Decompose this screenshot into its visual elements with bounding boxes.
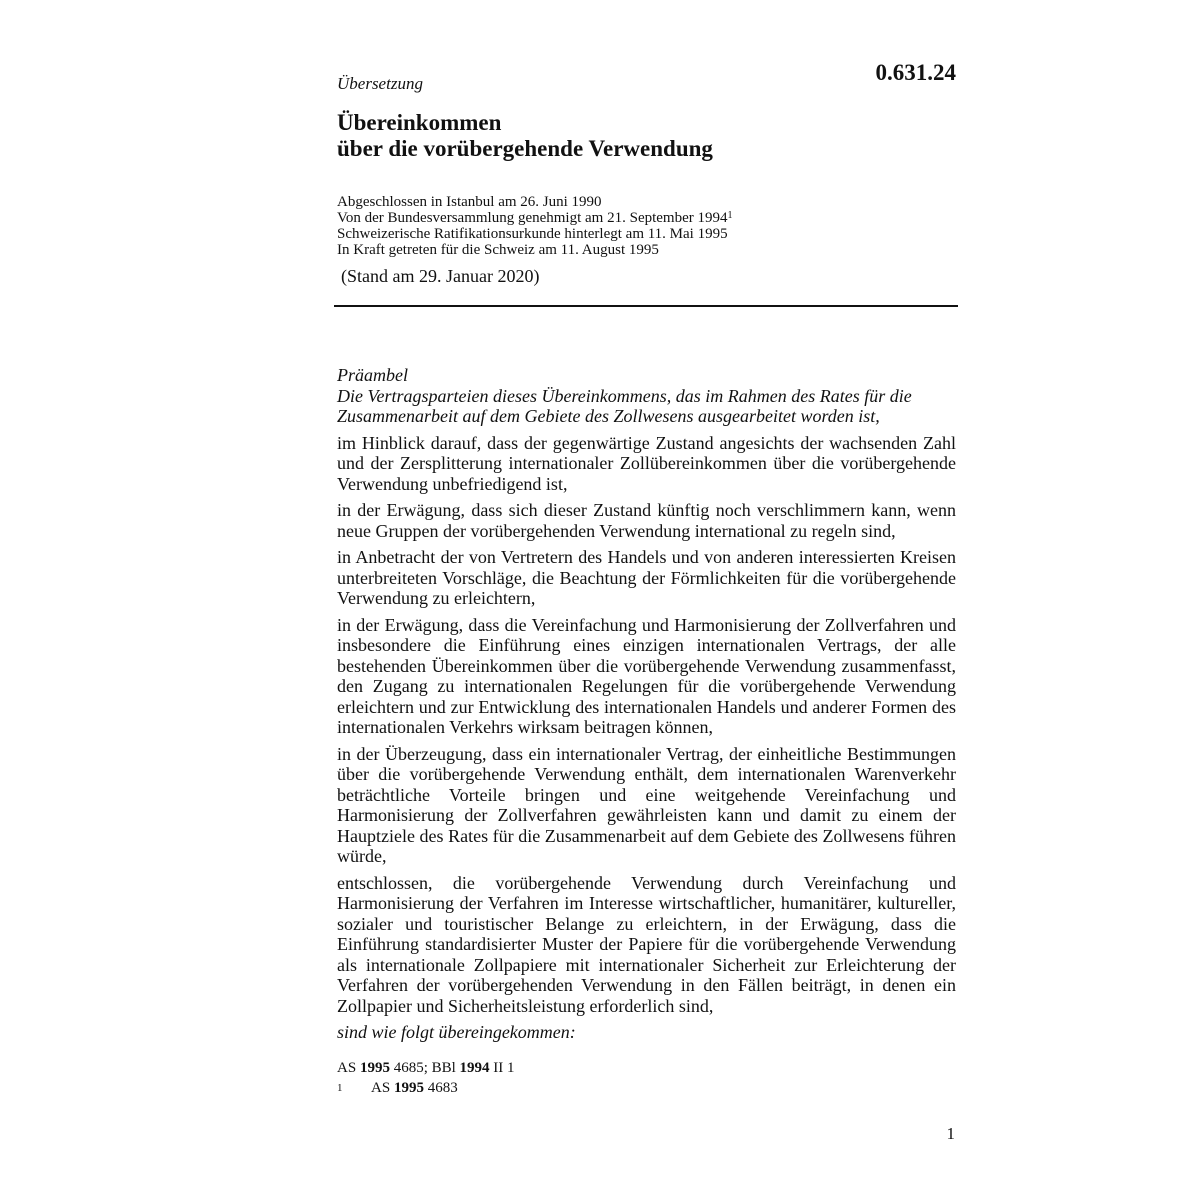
paragraph-text: in der Erwägung, dass sich dieser Zustand künftig noch verschlimmern kann, wenn neue Gruppen der vorübergehenden Verwendung international zu regeln sind,	[337, 500, 956, 541]
footnote-page: 4683	[427, 1080, 458, 1096]
page-number: 1	[946, 1124, 955, 1143]
as-prefix: AS	[337, 1060, 357, 1076]
footnotes	[337, 1058, 515, 1098]
source-reference	[337, 1058, 515, 1078]
paragraph-text: in der Erwägung, dass die Vereinfachung und Harmonisierung der Zollverfahren und insbesondere die Einführung eines einzigen internationalen Vertrags, der alle bestehenden Übereinkommen über die vorübergehende Verwendung zusammenfasst, den Zugang zu internationalen Regelungen für die vorübergehende Verwendung erleichtern und zur Entwicklung des internationalen Handels und anderer Formen des internationalen Verkehrs wirksam beitragen können,	[337, 614, 956, 737]
sr-number: 0.631.24	[875, 60, 956, 85]
preamble-paragraph-3	[337, 547, 956, 609]
status-date: (Stand am 29. Januar 2020)	[341, 266, 540, 286]
footnote-1	[337, 1078, 515, 1098]
as-page: 4685; BBl	[393, 1060, 456, 1076]
approval-text: Von der Bundesversammlung genehmigt am 21. September 1994	[337, 210, 728, 226]
paragraph-text: entschlossen, die vorübergehende Verwendung durch Vereinfachung und Harmonisierung der Verfahren im Interesse wirtschaftlicher, humanitärer, kultureller, sozialer und touristischer Belange zu erleichtern, in der Erwägung, dass die Einführung standardisierter Muster der Papiere für die vorübergehende Verwendung als internationale Zollpapiere mit internationaler Sicherheit zur Erleichterung der Verfahren der vorübergehenden Verwendung in den Fällen beiträgt, in denen ein Zollpapier und Sicherheitsleistung erforderlich sind,	[337, 872, 956, 1016]
preamble-intro-line-1: Die Vertragsparteien dieses Übereinkommens, das im Rahmen des Rates für die	[337, 385, 912, 406]
preamble-intro	[337, 386, 956, 427]
translation-label: Übersetzung	[337, 74, 423, 93]
approval-date	[337, 210, 733, 226]
paragraph-text: im Hinblick darauf, dass der gegenwärtige Zustand angesichts der wachsenden Zahl und der Zersplitterung internationaler Zollübereinkommen über die vorübergehende Verwendung unbefriedigend ist,	[337, 432, 956, 494]
preamble-paragraph-6	[337, 873, 956, 1017]
preamble-heading: Präambel	[337, 365, 408, 385]
as-year: 1995	[359, 1060, 390, 1076]
footnote-number: 1	[337, 1082, 343, 1094]
concluded-date: Abgeschlossen in Istanbul am 26. Juni 1990	[337, 194, 602, 210]
paragraph-text: in der Überzeugung, dass ein internationaler Vertrag, der einheitliche Bestimmungen über die vorübergehende Verwendung enthält, dem internationalen Warenverkehr beträchtliche Vorteile bringen und eine weitgehende Vereinfachung und Harmonisierung der Zollverfahren gewährleisten kann und damit zu einem der Hauptziele des Rates für die Zusammenarbeit auf dem Gebiete des Zollwesens führen würde,	[337, 743, 956, 866]
metadata-block	[337, 194, 733, 258]
preamble-paragraph-1	[337, 433, 956, 495]
preamble-paragraph-5	[337, 744, 956, 867]
title-line-1: Übereinkommen	[337, 110, 502, 135]
preamble-intro-line-2: Zusammenarbeit auf dem Gebiete des Zollwesens ausgearbeitet worden ist,	[337, 406, 880, 426]
footnote-prefix: AS	[371, 1080, 391, 1096]
bbl-year: 1994	[459, 1060, 490, 1076]
preamble-section	[337, 365, 956, 1043]
preamble-paragraph-4	[337, 615, 956, 738]
bbl-ref: II 1	[493, 1060, 515, 1076]
footnote-ref-1[interactable]: 1	[727, 210, 733, 221]
ratification-date: Schweizerische Ratifikationsurkunde hinterlegt am 11. Mai 1995	[337, 226, 728, 242]
document-title	[337, 110, 713, 162]
preamble-closing: sind wie folgt übereingekommen:	[337, 1022, 576, 1042]
in-force-date: In Kraft getreten für die Schweiz am 11. August 1995	[337, 242, 659, 258]
paragraph-text: in Anbetracht der von Vertretern des Handels und von anderen interessierten Kreisen unterbreiteten Vorschläge, die Beachtung der Förmlichkeiten für die vorübergehende Verwendung zu erleichtern,	[337, 547, 956, 608]
footnote-year: 1995	[393, 1080, 424, 1096]
title-line-2: über die vorübergehende Verwendung	[337, 136, 713, 161]
preamble-paragraph-2	[337, 500, 956, 541]
header-divider	[334, 305, 958, 307]
